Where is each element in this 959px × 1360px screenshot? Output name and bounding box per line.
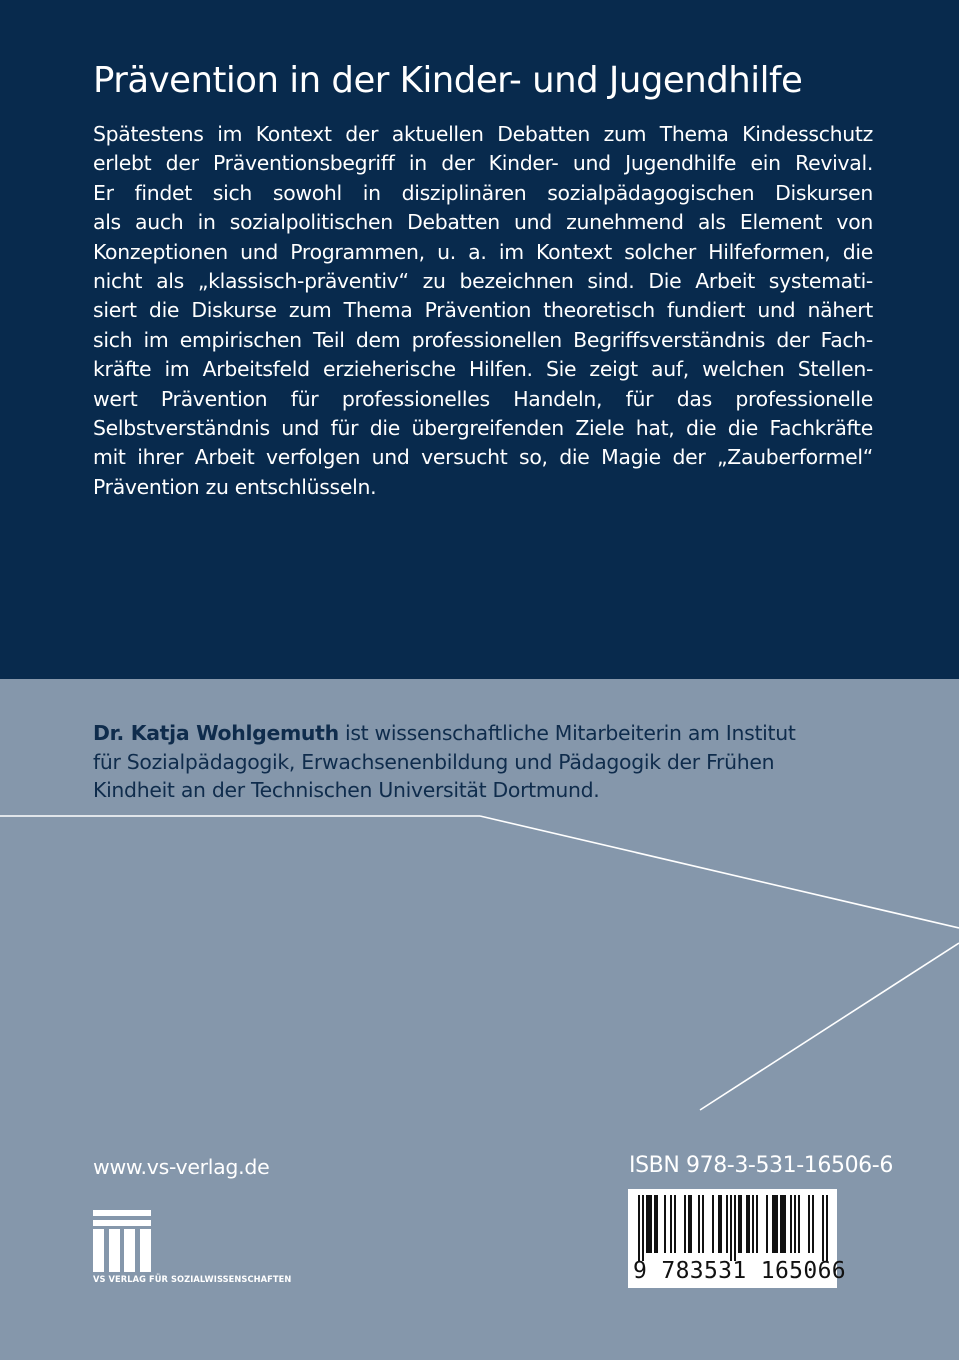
barcode-bar [740,1195,742,1253]
description-line: siert die Diskurse zum Thema Prävention theoretisch fundiert und nähert [93,298,873,323]
barcode-bar [720,1195,722,1253]
publisher-website-link[interactable]: www.vs-verlag.de [93,1155,270,1179]
barcode-bar [826,1195,828,1261]
barcode-bar [794,1195,796,1253]
description-line: wert Prävention für professionelles Handeln, für das professionelle [93,386,873,411]
barcode-box [628,1189,846,1288]
barcode-bar [684,1195,686,1253]
barcode-bar [782,1195,784,1253]
barcode-bar [690,1195,692,1253]
book-description [93,120,873,502]
barcode-bar [776,1195,778,1253]
publisher-logo [93,1210,339,1290]
barcode-bar [780,1195,782,1253]
description-line: sich im empirischen Teil dem professionellen Begriffsverständnis der Fach- [93,327,873,352]
barcode-number: 9 783531 165066 [633,1258,846,1284]
author-bio-text: ist wissenschaftliche Mitarbeiterin am Institut [338,721,796,745]
barcode-bar [702,1195,704,1253]
isbn-label: ISBN 978-3-531-16506-6 [629,1153,893,1178]
description-line: Spätestens im Kontext der aktuellen Debatten zum Thema Kindesschutz [93,122,873,146]
description-line: mit ihrer Arbeit verfolgen und versucht so, die Magie der „Zauberformel“ [93,445,873,470]
barcode-bar [664,1195,666,1253]
description-line: Konzeptionen und Programmen, u. a. im Kontext solcher Hilfeformen, die [93,239,873,264]
author-bio-line: Kindheit an der Technischen Universität Dortmund. [93,778,600,802]
barcode-bar [642,1195,644,1261]
barcode-bar [766,1195,768,1253]
barcode-bar [790,1195,792,1253]
author-bio-line [93,719,873,748]
barcode-bar [738,1195,740,1253]
barcode-bar [734,1195,736,1261]
barcode-bar [712,1195,714,1253]
barcode-bar [674,1195,676,1253]
author-bio [93,719,873,805]
description-line: nicht als „klassisch-präventiv“ zu bezeichnen sind. Die Arbeit systemati- [93,269,873,294]
barcode-bar [688,1195,690,1253]
barcode-bar [726,1195,728,1253]
barcode-bar [756,1195,758,1253]
description-line: Er findet sich sowohl in disziplinären sozialpädagogischen Diskursen [93,180,873,205]
description-line: Prävention zu entschlüsseln. [93,474,377,499]
description-line: Selbstverständnis und für die übergreifenden Ziele hat, die die Fachkräfte [93,416,873,441]
barcode-bar [730,1195,732,1261]
barcode-bar [812,1195,814,1253]
barcode-bar [646,1195,648,1253]
book-title: Prävention in der Kinder- und Jugendhilfe [93,60,803,101]
barcode-bar [718,1195,720,1253]
barcode-bar [748,1195,750,1253]
barcode-bar [808,1195,810,1253]
vs-verlag-logo-icon [93,1210,155,1272]
barcode-bar [746,1195,748,1253]
author-bio-line: für Sozialpädagogik, Erwachsenenbildung und Pädagogik der Frühen [93,749,775,774]
barcode-bar [648,1195,650,1253]
description-line: als auch in sozialpolitischen Debatten und zunehmend als Element von [93,210,873,235]
barcode-bar [656,1195,658,1253]
barcode-bar [752,1195,754,1253]
barcode-bar [822,1195,824,1261]
barcode-bar [650,1195,652,1253]
barcode-bar [772,1195,774,1253]
barcode-bar [654,1195,656,1253]
barcode-bar [784,1195,786,1253]
description-line: kräfte im Arbeitsfeld erzieherische Hilfen. Sie zeigt auf, welchen Stellen- [93,357,873,382]
publisher-name: VS VERLAG FÜR SOZIALWISSENSCHAFTEN [93,1274,292,1285]
barcode-bar [774,1195,776,1253]
barcode-bar [670,1195,672,1253]
barcode-bar [798,1195,800,1253]
author-name: Dr. Katja Wohlgemuth [93,721,339,745]
barcode-bar [638,1195,640,1261]
description-line: erlebt der Präventionsbegriff in der Kinder- und Jugendhilfe ein Revival. [93,151,873,176]
barcode-bar [698,1195,700,1253]
